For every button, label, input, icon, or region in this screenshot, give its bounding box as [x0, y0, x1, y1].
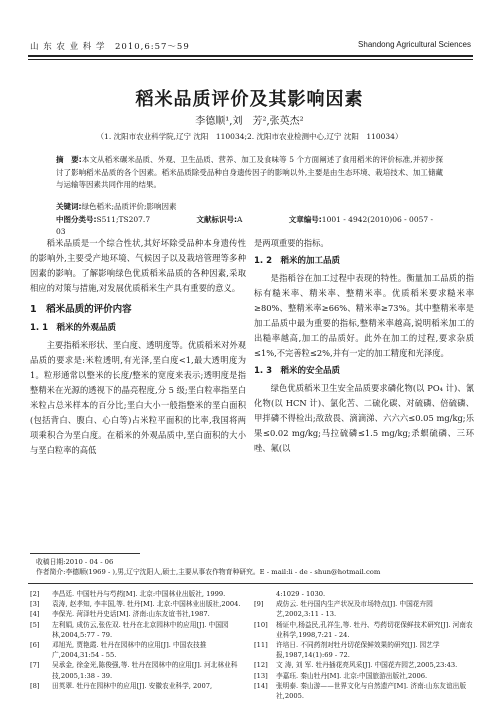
subsection-heading: 1. 3 稻米的安全品质: [254, 366, 341, 376]
reference-number: [6]: [30, 641, 40, 650]
keywords-label: 关键词:: [56, 202, 82, 211]
reference-text: 许培日. 不同药剂对牡丹切花保鲜效果的研究[J]. 园艺学报,1987,14(1):69 - 72.: [276, 641, 440, 660]
reference-text: 邓旭光, 贾艳霞. 牡丹在园林中的应用[J]. 中国农技推广,2004,31:54 - 55.: [52, 641, 207, 660]
reference-text: 李昌廷. 中国牡丹与芍药[M]. 北京:中国林业出版社, 1999.: [52, 590, 226, 598]
reference-item: [30, 589, 244, 599]
article-no-label: 文章编号:: [288, 214, 322, 224]
reference-number: [5]: [30, 620, 40, 629]
body-paragraph: 绿色优质稻米卫生安全品质要求磷化物(以 PO₄ 计)、氰化物(以 HCN 计)、氯化苦、二硫化碳、对硫磷、倍硫磷、甲拌磷不得检出;敌敌畏、滴滴涕、六六六≤0.05 mg/kg;乐果≤0.02 mg/kg;马拉硫磷≤1.5 mg/kg;杀螟硫磷、三环唑、氟(以: [254, 383, 474, 453]
body-paragraph-continued: 是两项重要的指标。: [254, 238, 329, 248]
reference-item: [254, 660, 474, 670]
reference-list-right: [254, 589, 474, 701]
reference-number: [8]: [30, 681, 40, 690]
classification-line: [56, 214, 459, 239]
reference-number: [4]: [30, 610, 40, 619]
reference-item: [254, 671, 474, 681]
section-heading: 1 稻米品质的评价内容: [30, 304, 132, 315]
reference-item: [30, 599, 244, 609]
received-date: 收稿日期:2010 - 04 - 06: [36, 558, 114, 566]
reference-item: [254, 599, 474, 619]
references-rule: [28, 583, 473, 584]
subsection-heading: 1. 1 稻米的外观品质: [30, 323, 117, 333]
journal-name: Shandong Agricultural Sciences: [358, 40, 471, 49]
intro-paragraph: 稻米品质是一个综合性状,其好坏除受品种本身遗传性的影响外,主要受产地环境、气候因子以及栽培管理等多种因素的影响。了解影响绿色优质稻米品质的各种因素,采取相应的对策与措施,对发展优质稻米生产具有重要的意义。: [30, 238, 246, 293]
reference-item: [30, 609, 244, 619]
journal-citation: 山 东 农 业 科 学 2010,6:57～59: [30, 42, 190, 52]
reference-number: [11]: [254, 641, 268, 650]
author-affiliation: （1. 沈阳市农业科学院,辽宁 沈阳 110034;2. 沈阳市农业检测中心,辽宁 沈阳 110034）: [96, 132, 403, 141]
reference-text: 袁涛, 赵孝知, 李丰国,等. 牡丹[M]. 北京:中国林业出版社,2004.: [52, 600, 241, 609]
reference-item: [254, 681, 474, 701]
doc-code-value: A: [236, 214, 243, 224]
article-metadata: [56, 201, 459, 239]
doc-code-label: 文献标识号:: [196, 214, 237, 224]
reference-number: [2]: [30, 590, 40, 598]
reference-number: [7]: [30, 661, 40, 670]
body-paragraph: 是指稻谷在加工过程中表现的特性。衡量加工品质的指标有糙米率、精米率、整精米率。优质稻米要求糙米率≥80%、整精米率≥66%、精米率≥73%。其中整精米率是加工品质中最为重要的指标,整精米率越高,说明稻米加工的出糙率越高,加工的品质好。此外在加工的过程,要求杂质≤1%,不完善粒≤2%,并有一定的加工精度和光泽度。: [254, 273, 474, 358]
footnote-rule: [30, 553, 140, 554]
reference-item: [254, 640, 474, 660]
reference-text: 杨证中,杨益民,孔祥生,等. 牡丹、芍药切花保鲜技术研究[J]. 河南农业科学,1998,7:21 - 24.: [276, 620, 473, 639]
article-authors: 李德顺¹,刘 芳²,张英杰²: [195, 116, 304, 127]
reference-text: 张明泰. 秦山游——世界文化与自然遗产[M]. 济南:山东友谊出版社,2005.: [276, 681, 467, 701]
subsection-heading: 1. 2 稻米的加工品质: [254, 256, 341, 266]
body-column-right: [254, 236, 474, 456]
clc-value: S511;TS207.7: [96, 214, 151, 224]
reference-number: [3]: [30, 600, 40, 609]
reference-number: [10]: [254, 620, 268, 629]
abstract-text: 本文从稻米碾米品质、外观、卫生品质、营养、加工及食味等 5 个方面阐述了食用稻米的评价标准,并初步探讨了影响稻米品质的各个因素。稻米品质除受品种自身遗传因子的影响以外,主要是由生态环境、栽培技术、加工储藏与运输等因素共同作用的结果。: [56, 155, 444, 189]
reference-number: [14]: [254, 681, 268, 690]
body-column-left: [30, 236, 246, 458]
article-title: 稻米品质评价及其影响因素: [135, 89, 364, 110]
reference-text: 左利娟, 成仿云,张佐双. 牡丹在北京园林中的应用[J]. 中国园林,2004,5:77 - 79.: [52, 620, 229, 639]
reference-item: [30, 640, 244, 660]
abstract-label: 摘 要:: [56, 155, 82, 164]
reference-item: [30, 660, 244, 680]
reference-number: [12]: [254, 661, 268, 670]
clc-label: 中图分类号:: [56, 214, 97, 224]
header-rule-thin: [28, 59, 473, 60]
reference-text: 成仿云. 牡丹国内生产状况及市场特点[J]. 中国花卉园艺,2002,3:11 - 13.: [276, 600, 433, 619]
keywords-text: 绿色稻米;品质评价;影响因素: [81, 202, 177, 211]
reference-number: [13]: [254, 671, 268, 680]
keywords-line: [56, 201, 459, 214]
reference-text: 田英翠. 牡丹在园林中的应用[J]. 安徽农业科学, 2007,: [52, 681, 213, 690]
article-no-value: 1001 - 4942(2010)06 - 0057 - 03: [56, 214, 434, 236]
footnote: [36, 557, 469, 577]
reference-text: 4:1029 - 1030.: [276, 590, 326, 598]
body-paragraph: 主要指稻米形状、垩白度、透明度等。优质稻米对外观品质的要求是:米粒透明,有光泽,垩白度<1,最大透明度为 1。粒形通常以整米的长度/整米的宽度来表示;透明度是指整精米在光源的透视下的晶亮程度,分 5 级;垩白粒率指垩白米粒占总米样本的百分比;垩白大小一般指整米的垩白面积(包括背白、腹白、心白等)占米粒平面积的比率,我国将两项乘积合为垩白度。在稻米的外观品质中,垩白面积的大小与垩白粒率的高低: [30, 340, 246, 455]
abstract: [56, 154, 443, 192]
reference-number: [9]: [254, 600, 264, 609]
reference-item: [254, 589, 474, 599]
reference-item: [30, 620, 244, 640]
reference-text: 文 涛, 刘 军. 牡丹插花亮风采[J]. 中国花卉园艺,2005,23:43.: [276, 661, 458, 670]
reference-item: [30, 681, 244, 691]
reference-text: 李保光. 菏泽牡丹史话[M]. 济南:山东友谊书社,1987.: [52, 610, 210, 619]
reference-list-left: [30, 589, 244, 691]
header-rule-thick: [28, 55, 473, 57]
reference-item: [254, 620, 474, 640]
author-bio: 作者简介:李德顺(1969 - ),男,辽宁沈阳人,硕士,主要从事农作物育种研究。E - mail:li - de - shun@hotmail.com: [36, 568, 381, 576]
reference-text: 李嘉珏. 秦山牡丹[M]. 北京:中国旅游出版社,2006.: [276, 671, 428, 680]
reference-number: [254, 589, 276, 599]
reference-text: 吴承金, 徐金光,陈俊强,等. 牡丹在园林中的应用[J]. 河北林业科技,2005,1:38 - 39.: [52, 661, 238, 680]
